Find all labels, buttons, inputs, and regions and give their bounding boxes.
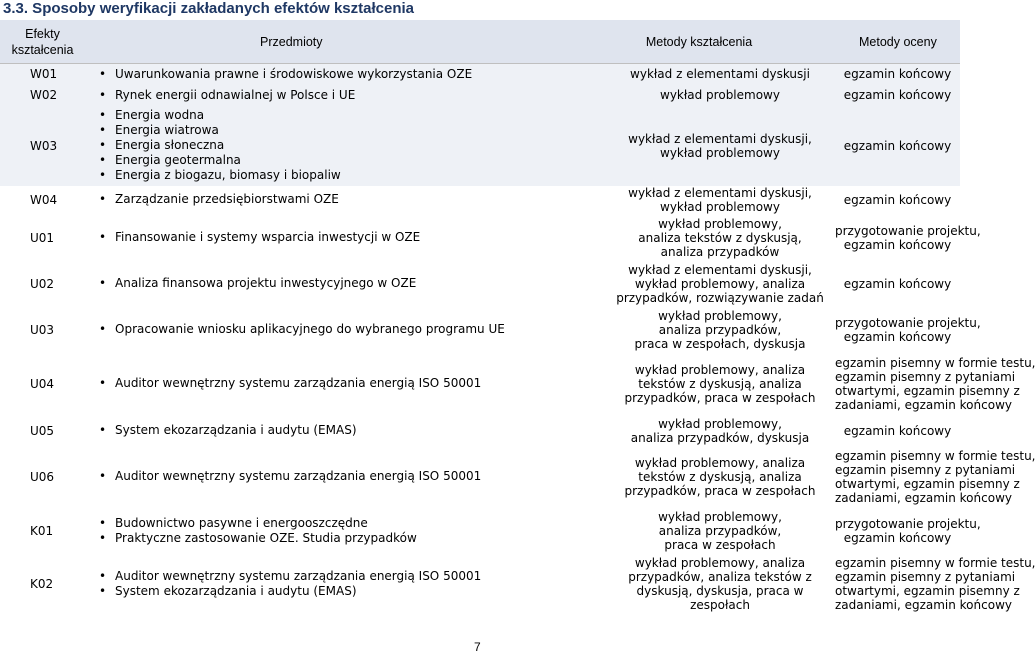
evaluation-line: egzamin końcowy (843, 192, 952, 207)
evaluation-line: egzamin końcowy (843, 530, 952, 545)
evaluation-line: przygotowanie projektu, (835, 516, 981, 531)
table-row (0, 506, 960, 556)
method-line: praca w zespołach (664, 537, 776, 552)
methods-cell (505, 214, 835, 262)
evaluation-cell (835, 214, 981, 262)
subject-item: • Rynek energii odnawialnej w Polsce i UE (107, 88, 505, 103)
evaluation-line: egzamin pisemny z pytaniami (835, 369, 1016, 384)
header-effects (0, 20, 85, 64)
effect-code: K01 (30, 523, 54, 538)
subject-item: • System ekozarządzania i audytu (EMAS) (107, 584, 505, 599)
effect-code: U02 (30, 276, 55, 291)
subjects-cell (85, 85, 505, 106)
effect-code: W02 (0, 85, 85, 106)
method-line: zespołach (690, 597, 750, 612)
evaluation-cell (835, 354, 1036, 414)
table-row (0, 448, 960, 506)
method-line: analiza przypadków (660, 244, 780, 259)
subjects-list (85, 108, 505, 183)
effect-code: U06 (30, 469, 55, 484)
table-row (0, 106, 960, 186)
subjects-cell (85, 506, 505, 556)
method-line: tekstów z dyskusją, analiza (638, 376, 802, 391)
subject-item: • Auditor wewnętrzny systemu zarządzania energią ISO 50001 (107, 469, 505, 484)
evaluation-line: zadaniami, egzamin końcowy (835, 597, 1012, 612)
method-line: analiza tekstów z dyskusją, (638, 230, 802, 245)
subject-item: • Auditor wewnętrzny systemu zarządzania energią ISO 50001 (107, 569, 505, 584)
subjects-cell (85, 214, 505, 262)
methods-cell (505, 262, 835, 306)
table-row (0, 64, 960, 85)
methods-cell (505, 306, 835, 354)
evaluation-line: egzamin pisemny z pytaniami (835, 569, 1016, 584)
method-line: przypadków, praca w zespołach (624, 483, 816, 498)
method-line: wykład problemowy (660, 145, 780, 160)
subjects-list (85, 230, 505, 245)
header-effects-line2: kształcenia (11, 42, 74, 57)
subjects-cell (85, 448, 505, 506)
subject-item: • Energia słoneczna (107, 138, 505, 153)
table-row (0, 186, 960, 214)
method-line: wykład problemowy, analiza (634, 555, 806, 570)
table-row (0, 214, 960, 262)
subjects-list (85, 469, 505, 484)
subject-item: • System ekozarządzania i audytu (EMAS) (107, 423, 505, 438)
section-title: 3.3. Sposoby weryfikacji zakładanych efektów kształcenia (3, 0, 415, 17)
method-line: analiza przypadków, dyskusja (630, 430, 810, 445)
subjects-list (85, 516, 505, 546)
evaluation-cell (835, 555, 1036, 612)
method-line: wykład problemowy, analiza (634, 455, 806, 470)
method-line: wykład z elementami dyskusji, (628, 131, 812, 146)
evaluation-cell (835, 186, 960, 214)
evaluation-cell (835, 106, 960, 186)
table-row (0, 414, 960, 448)
evaluation-line: otwartymi, egzamin pisemny z (835, 383, 1020, 398)
evaluation-line: egzamin końcowy (843, 276, 952, 291)
table-row (0, 262, 960, 306)
table-row (0, 306, 960, 354)
method-line: wykład problemowy (660, 199, 780, 214)
effect-code: W04 (30, 192, 58, 207)
subjects-cell (85, 354, 505, 414)
subject-item: • Zarządzanie przedsiębiorstwami OZE (107, 192, 505, 207)
header-evaluation: Metody oceny (835, 20, 960, 64)
header-effects-line1: Efekty (25, 26, 60, 41)
method-line: przypadków, analiza tekstów z (628, 569, 812, 584)
evaluation-cell (835, 262, 960, 306)
method-line: przypadków, rozwiązywanie zadań (616, 290, 824, 305)
subjects-cell (85, 64, 505, 85)
subject-item: • Praktyczne zastosowanie OZE. Studia przypadków (107, 531, 505, 546)
methods-cell (505, 354, 835, 414)
method-line: przypadków, praca w zespołach (624, 390, 816, 405)
subjects-list (85, 376, 505, 391)
evaluation-line: przygotowanie projektu, (835, 315, 981, 330)
evaluation-line: egzamin końcowy (843, 329, 952, 344)
evaluation-line: zadaniami, egzamin końcowy (835, 397, 1012, 412)
subject-item: • Energia wodna (107, 108, 505, 123)
method-line: analiza przypadków, (658, 322, 782, 337)
subjects-cell (85, 186, 505, 214)
subjects-cell (85, 556, 505, 612)
method-line: wykład problemowy, (658, 416, 782, 431)
subject-item: • Energia geotermalna (107, 153, 505, 168)
subject-item: • Uwarunkowania prawne i środowiskowe wykorzystania OZE (107, 67, 505, 82)
effect-code: K02 (30, 576, 54, 591)
subject-item: • Auditor wewnętrzny systemu zarządzania energią ISO 50001 (107, 376, 505, 391)
subjects-cell (85, 414, 505, 448)
subjects-list (85, 322, 505, 337)
subject-item: • Energia z biogazu, biomasy i biopaliw (107, 168, 505, 183)
evaluation-cell (835, 448, 1036, 506)
subject-item: • Budownictwo pasywne i energooszczędne (107, 516, 505, 531)
verification-table (0, 20, 1036, 612)
effect-code: U05 (30, 423, 55, 438)
method-line: wykład problemowy, analiza (634, 276, 806, 291)
evaluation-line: zadaniami, egzamin końcowy (835, 490, 1012, 505)
subject-item: • Energia wiatrowa (107, 123, 505, 138)
evaluation-cell (835, 64, 960, 85)
evaluation-line: otwartymi, egzamin pisemny z (835, 583, 1020, 598)
table-row (0, 354, 960, 414)
subjects-list (85, 276, 505, 291)
evaluation-line: otwartymi, egzamin pisemny z (835, 476, 1020, 491)
effect-code: W01 (0, 64, 85, 85)
evaluation-cell (835, 306, 981, 354)
evaluation-cell (835, 414, 960, 448)
subjects-cell (85, 106, 505, 186)
method-line: wykład problemowy (660, 88, 780, 102)
method-line: wykład problemowy, (658, 308, 782, 323)
subject-item: • Opracowanie wniosku aplikacyjnego do wybranego programu UE (107, 322, 505, 337)
evaluation-line: egzamin końcowy (843, 423, 952, 438)
subjects-cell (85, 262, 505, 306)
effect-code: W03 (0, 106, 85, 186)
header-methods: Metody kształcenia (505, 20, 835, 64)
subjects-list (85, 423, 505, 438)
method-line: wykład z elementami dyskusji, (628, 185, 812, 200)
method-line: wykład problemowy, (658, 216, 782, 231)
method-line: dyskusją, dyskusja, praca w (636, 583, 804, 598)
method-line: analiza przypadków, (658, 523, 782, 538)
method-line: wykład z elementami dyskusji, (628, 262, 812, 277)
table-row (0, 85, 960, 106)
method-line: wykład z elementami dyskusji (630, 67, 810, 82)
evaluation-line: egzamin końcowy (843, 237, 952, 252)
subject-item: • Analiza finansowa projektu inwestycyjnego w OZE (107, 276, 505, 291)
evaluation-line: przygotowanie projektu, (835, 223, 981, 238)
subject-item: • Finansowanie i systemy wsparcia inwestycji w OZE (107, 230, 505, 245)
evaluation-line: egzamin pisemny w formie testu, (835, 355, 1036, 370)
evaluation-line: egzamin końcowy (843, 88, 952, 102)
effect-code: U01 (30, 230, 55, 245)
effect-code: U04 (30, 376, 55, 391)
method-line: wykład problemowy, (658, 509, 782, 524)
methods-cell (505, 506, 835, 556)
subjects-cell (85, 306, 505, 354)
methods-cell (505, 64, 835, 85)
subjects-list (85, 88, 505, 103)
subjects-list (85, 192, 505, 207)
evaluation-cell (835, 85, 960, 106)
evaluation-line: egzamin końcowy (843, 67, 952, 82)
evaluation-line: egzamin pisemny w formie testu, (835, 555, 1036, 570)
table-header-row (0, 20, 960, 64)
subjects-list (85, 569, 505, 599)
page-number: 7 (474, 640, 481, 654)
method-line: praca w zespołach, dyskusja (634, 336, 806, 351)
methods-cell (505, 448, 835, 506)
method-line: tekstów z dyskusją, analiza (638, 469, 802, 484)
evaluation-line: egzamin pisemny w formie testu, (835, 448, 1036, 463)
methods-cell (505, 85, 835, 106)
effect-code: U03 (30, 322, 55, 337)
subjects-list (85, 67, 505, 82)
header-subjects: Przedmioty (85, 20, 505, 64)
methods-cell (505, 106, 835, 186)
methods-cell (505, 186, 835, 214)
method-line: wykład problemowy, analiza (634, 362, 806, 377)
table-row (0, 556, 960, 612)
evaluation-cell (835, 506, 981, 556)
methods-cell (505, 556, 835, 612)
methods-cell (505, 414, 835, 448)
evaluation-line: egzamin końcowy (843, 138, 952, 153)
evaluation-line: egzamin pisemny z pytaniami (835, 462, 1016, 477)
